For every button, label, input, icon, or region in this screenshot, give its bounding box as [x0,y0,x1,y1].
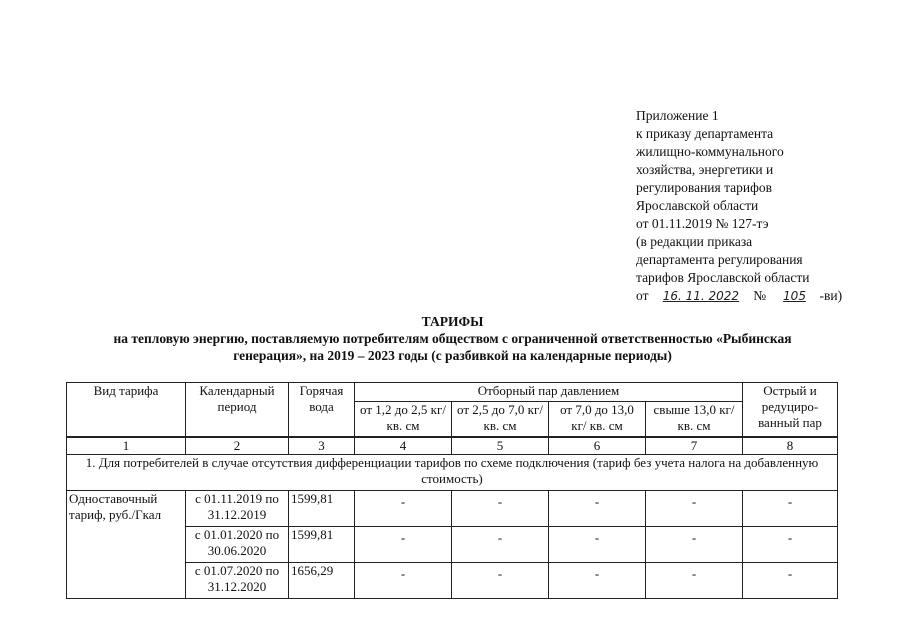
hot-water-cell: 1599,81 [289,490,355,526]
document-title [40,313,865,364]
appendix-line: от 01.11.2019 № 127-тэ [636,216,769,231]
value-cell: - [549,562,646,598]
value-cell: - [743,490,838,526]
value-cell: - [452,526,549,562]
value-cell: - [743,562,838,598]
header-hot-water: Горячая вода [289,383,355,437]
appendix-line: тарифов Ярославской области [636,270,810,285]
hot-water-cell: 1656,29 [289,562,355,598]
period-cell: с 01.11.2019 по 31.12.2019 [186,490,289,526]
appendix-line: к приказу департамента [636,126,774,141]
appendix-line: жилищно-коммунального [636,144,784,159]
column-number: 8 [743,437,838,455]
value-cell: - [452,562,549,598]
appendix-line: Ярославской области [636,198,759,213]
header-steam-4: свыше 13,0 кг/ кв. см [646,402,743,437]
ref-suffix: -ви) [819,288,843,303]
appendix-line: регулирования тарифов [636,180,773,195]
column-number: 1 [67,437,186,455]
appendix-line: Приложение 1 [636,108,719,123]
value-cell: - [549,526,646,562]
column-number: 7 [646,437,743,455]
appendix-line: департамента регулирования [636,252,803,267]
appendix-line: (в редакции приказа [636,234,753,249]
value-cell: - [646,526,743,562]
value-cell: - [646,562,743,598]
header-tariff-type: Вид тарифа [67,383,186,437]
value-cell: - [355,490,452,526]
header-sharp-steam: Острый и редуциро-ванный пар [743,383,838,437]
header-period: Календарный период [186,383,289,437]
ref-number-sign: № [753,288,767,303]
handwritten-date: 16. 11. 2022 [662,289,740,303]
header-steam-2: от 2,5 до 7,0 кг/ кв. см [452,402,549,437]
header-steam-1: от 1,2 до 2,5 кг/ кв. см [355,402,452,437]
value-cell: - [646,490,743,526]
appendix-reference-line [636,287,896,305]
period-cell: с 01.01.2020 по 30.06.2020 [186,526,289,562]
appendix-block [636,107,896,305]
title-line: генерация», на 2019 – 2023 годы (с разбивкой на календарные периоды) [233,348,672,363]
handwritten-number: 105 [783,289,806,303]
value-cell: - [355,526,452,562]
tariff-table [66,382,838,599]
column-number: 4 [355,437,452,455]
header-steam-3: от 7,0 до 13,0 кг/ кв. см [549,402,646,437]
value-cell: - [743,526,838,562]
column-number: 5 [452,437,549,455]
header-steam-group: Отборный пар давлением [355,383,743,402]
hot-water-cell: 1599,81 [289,526,355,562]
value-cell: - [549,490,646,526]
column-number: 2 [186,437,289,455]
section-heading: 1. Для потребителей в случае отсутствия дифференциации тарифов по схеме подключения (тариф без учета налога на добавленную стоимость) [67,454,838,490]
value-cell: - [452,490,549,526]
title-heading: ТАРИФЫ [421,314,484,329]
tariff-type-cell: Одноставочный тариф, руб./Гкал [67,490,186,598]
ref-prefix: от [636,288,649,303]
appendix-line: хозяйства, энергетики и [636,162,774,177]
period-cell: с 01.07.2020 по 31.12.2020 [186,562,289,598]
column-number: 6 [549,437,646,455]
title-line: на тепловую энергию, поставляемую потребителям обществом с ограниченной ответственностью «Рыбинская [113,331,792,346]
value-cell: - [355,562,452,598]
column-number: 3 [289,437,355,455]
